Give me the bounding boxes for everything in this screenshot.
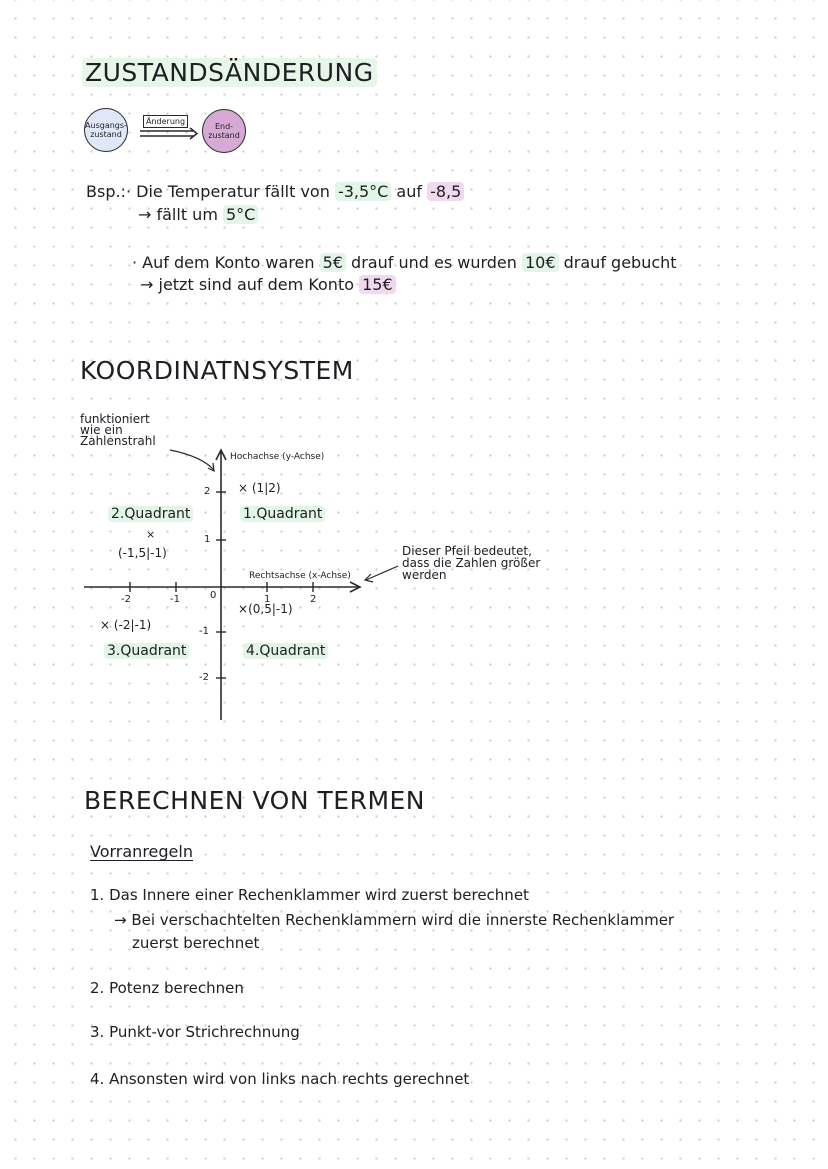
point-neg2-neg1: × (-2|-1) [100,618,152,632]
example2-text-b: drauf und es wurden [345,253,522,272]
quadrant-3-label: 3.Quadrant [104,643,189,659]
point-neg1-5-neg1: (-1,5|-1) [118,546,167,560]
rule-1-sub-line-2: zuerst berechnet [132,934,260,952]
x-tick-label: -1 [170,594,180,605]
example1-value3: 5°C [223,205,258,224]
section-title-koordinatensystem: KOORDINATNSYSTEM [80,356,354,385]
start-state-circle: Ausgangs- zustand [84,108,128,152]
rule-2: 2. Potenz berechnen [90,979,244,997]
example1-text-c: → fällt um [138,205,223,224]
point-1-2: × (1|2) [238,481,281,495]
quadrant-4-label: 4.Quadrant [243,643,328,659]
y-tick-label: -2 [199,672,209,683]
quadrant-2-label: 2.Quadrant [108,506,193,522]
note-pointer-arrow [170,450,214,470]
example1-value2: -8,5 [427,182,464,201]
note-left-line-2: wie ein [80,423,123,437]
example1-text-b: auf [391,182,428,201]
example2-value3: 15€ [359,275,396,294]
section-title-zustandsaenderung: ZUSTANDSÄNDERUNG [82,58,377,87]
point-mark: × [146,528,156,541]
x-tick-label: -2 [121,594,131,605]
example1-text-a: · Die Temperatur fällt von [125,182,335,201]
rule-1: 1. Das Innere einer Rechenklammer wird zuerst berechnet [90,886,529,904]
point-label: (0,5|-1) [248,602,293,616]
note-right-line-1: Dieser Pfeil bedeutet, [402,544,532,558]
rule-1-sub-line-1: → Bei verschachtelten Rechenklammern wird die innerste Rechenklammer [114,911,675,929]
note-right-arrow-icon [366,566,398,580]
point-0-5-neg1: ×(0,5|-1) [238,602,293,616]
example2-text-d: → jetzt sind auf dem Konto [140,275,360,294]
example-label: Bsp.: [86,182,126,201]
note-right-line-3: werden [402,568,447,582]
point-label: (1|2) [251,481,281,495]
example2-text-a: · Auf dem Konto waren [132,253,320,272]
rule-4: 4. Ansonsten wird von links nach rechts gerechnet [90,1070,470,1088]
y-tick-label: 1 [204,534,211,545]
origin-label: 0 [210,590,217,601]
note-left-line-1: funktioniert [80,412,150,426]
note-right [402,545,540,581]
note-right-line-2: dass die Zahlen größer [402,556,541,570]
y-tick-label: -1 [199,626,209,637]
x-tick-label: 2 [310,594,317,605]
example2-text-c: drauf gebucht [558,253,677,272]
section-title-berechnen-von-termen: BERECHNEN VON TERMEN [84,786,426,815]
change-label: Änderung [143,115,188,128]
example2-value2: 10€ [522,253,559,272]
subtitle-vorranregeln: Vorranregeln [90,842,193,861]
quadrant-1-label: 1.Quadrant [240,506,325,522]
x-axis-label: Rechtsachse (x-Achse) [249,571,351,581]
end-state-circle: End- zustand [202,109,246,153]
y-tick-label: 2 [204,486,211,497]
x-tick-label: 1 [264,594,271,605]
rule-3: 3. Punkt-vor Strichrechnung [90,1023,300,1041]
point-label: (-2|-1) [113,618,152,632]
note-left-line-3: Zahlenstrahl [80,434,156,448]
example2-value1: 5€ [320,253,346,272]
y-axis-label: Hochachse (y-Achse) [230,452,325,462]
example1-value1: -3,5°C [335,182,391,201]
